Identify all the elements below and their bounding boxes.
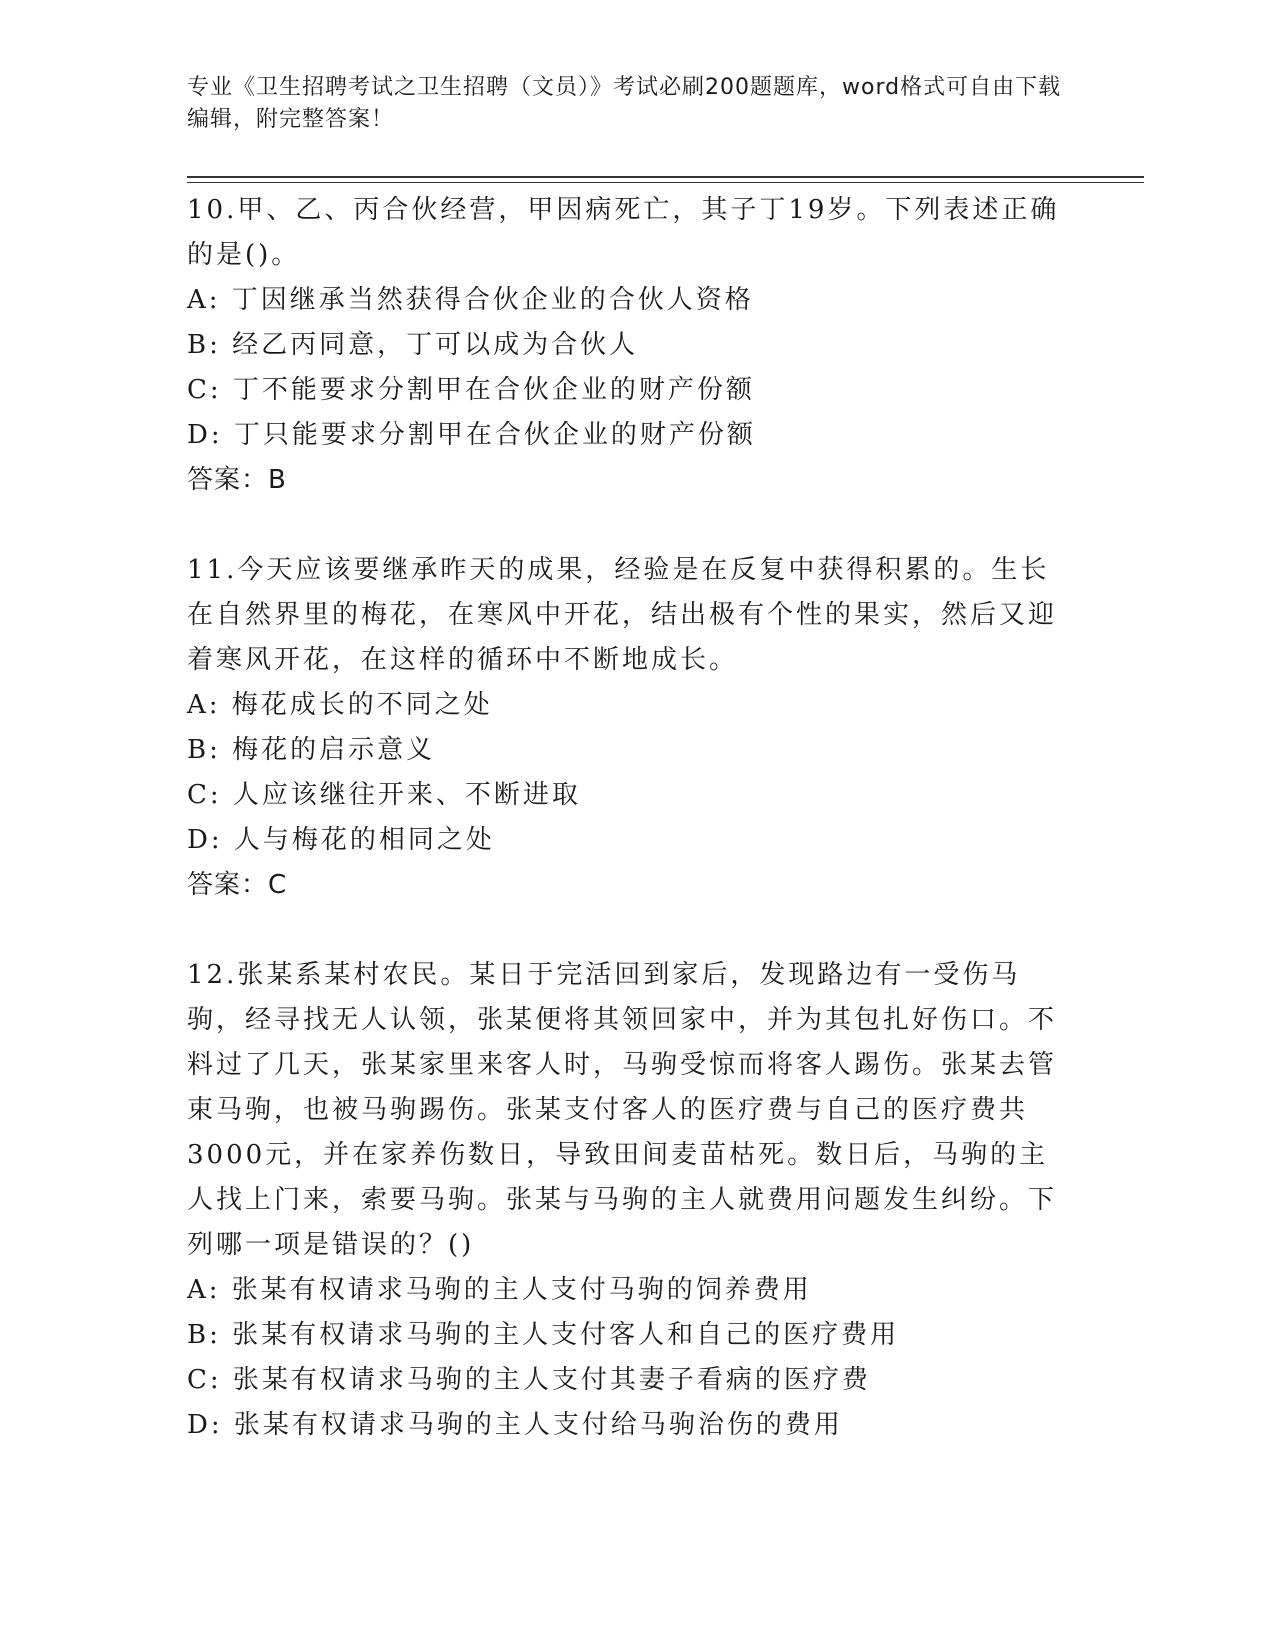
question-stem: 11.今天应该要继承昨天的成果，经验是在反复中获得积累的。生长在自然界里的梅花，在寒风中开花，结出极有个性的果实，然后又迎着寒风开花，在这样的循环中不断地成长。 [187, 555, 1058, 675]
option-a: A: 丁因继承当然获得合伙企业的合伙人资格 [187, 285, 754, 315]
option-c: C: 丁不能要求分割甲在合伙企业的财产份额 [187, 375, 755, 405]
spacer [187, 908, 1067, 953]
spacer [187, 503, 1067, 548]
option-d: D: 丁只能要求分割甲在合伙企业的财产份额 [187, 420, 756, 450]
header-rule-thin [187, 182, 1144, 183]
option-a: A: 张某有权请求马驹的主人支付马驹的饲养费用 [187, 1275, 812, 1305]
option-a: A: 梅花成长的不同之处 [187, 690, 493, 720]
header-rule-thick [187, 176, 1144, 178]
question-11 [187, 548, 1067, 908]
answer-label: 答案：B [187, 465, 287, 495]
question-stem: 10.甲、乙、丙合伙经营，甲因病死亡，其子丁19岁。下列表述正确的是()。 [187, 195, 1060, 270]
option-d: D: 张某有权请求马驹的主人支付给马驹治伤的费用 [187, 1410, 843, 1440]
question-stem: 12.张某系某村农民。某日于完活回到家后，发现路边有一受伤马驹，经寻找无人认领，张某便将其领回家中，并为其包扎好伤口。不料过了几天，张某家里来客人时，马驹受惊而将客人踢伤。张某去管束马驹，也被马驹踢伤。张某支付客人的医疗费与自己的医疗费共3000元，并在家养伤数日，导致田间麦苗枯死。数日后，马驹的主人找上门来，索要马驹。张某与马驹的主人就费用问题发生纠纷。下列哪一项是错误的？() [187, 960, 1058, 1260]
option-b: B: 经乙丙同意，丁可以成为合伙人 [187, 330, 639, 360]
option-c: C: 张某有权请求马驹的主人支付其妻子看病的医疗费 [187, 1365, 871, 1395]
answer-label: 答案：C [187, 870, 288, 900]
option-c: C: 人应该继往开来、不断进取 [187, 780, 581, 810]
option-d: D: 人与梅花的相同之处 [187, 825, 495, 855]
option-b: B: 张某有权请求马驹的主人支付客人和自己的医疗费用 [187, 1320, 900, 1350]
question-12 [187, 953, 1067, 1448]
document-header: 专业《卫生招聘考试之卫生招聘（文员）》考试必刷200题题库，word格式可自由下载编辑，附完整答案！ [187, 75, 1062, 132]
question-10 [187, 188, 1067, 503]
option-b: B: 梅花的启示意义 [187, 735, 436, 765]
question-list [187, 188, 1067, 1448]
